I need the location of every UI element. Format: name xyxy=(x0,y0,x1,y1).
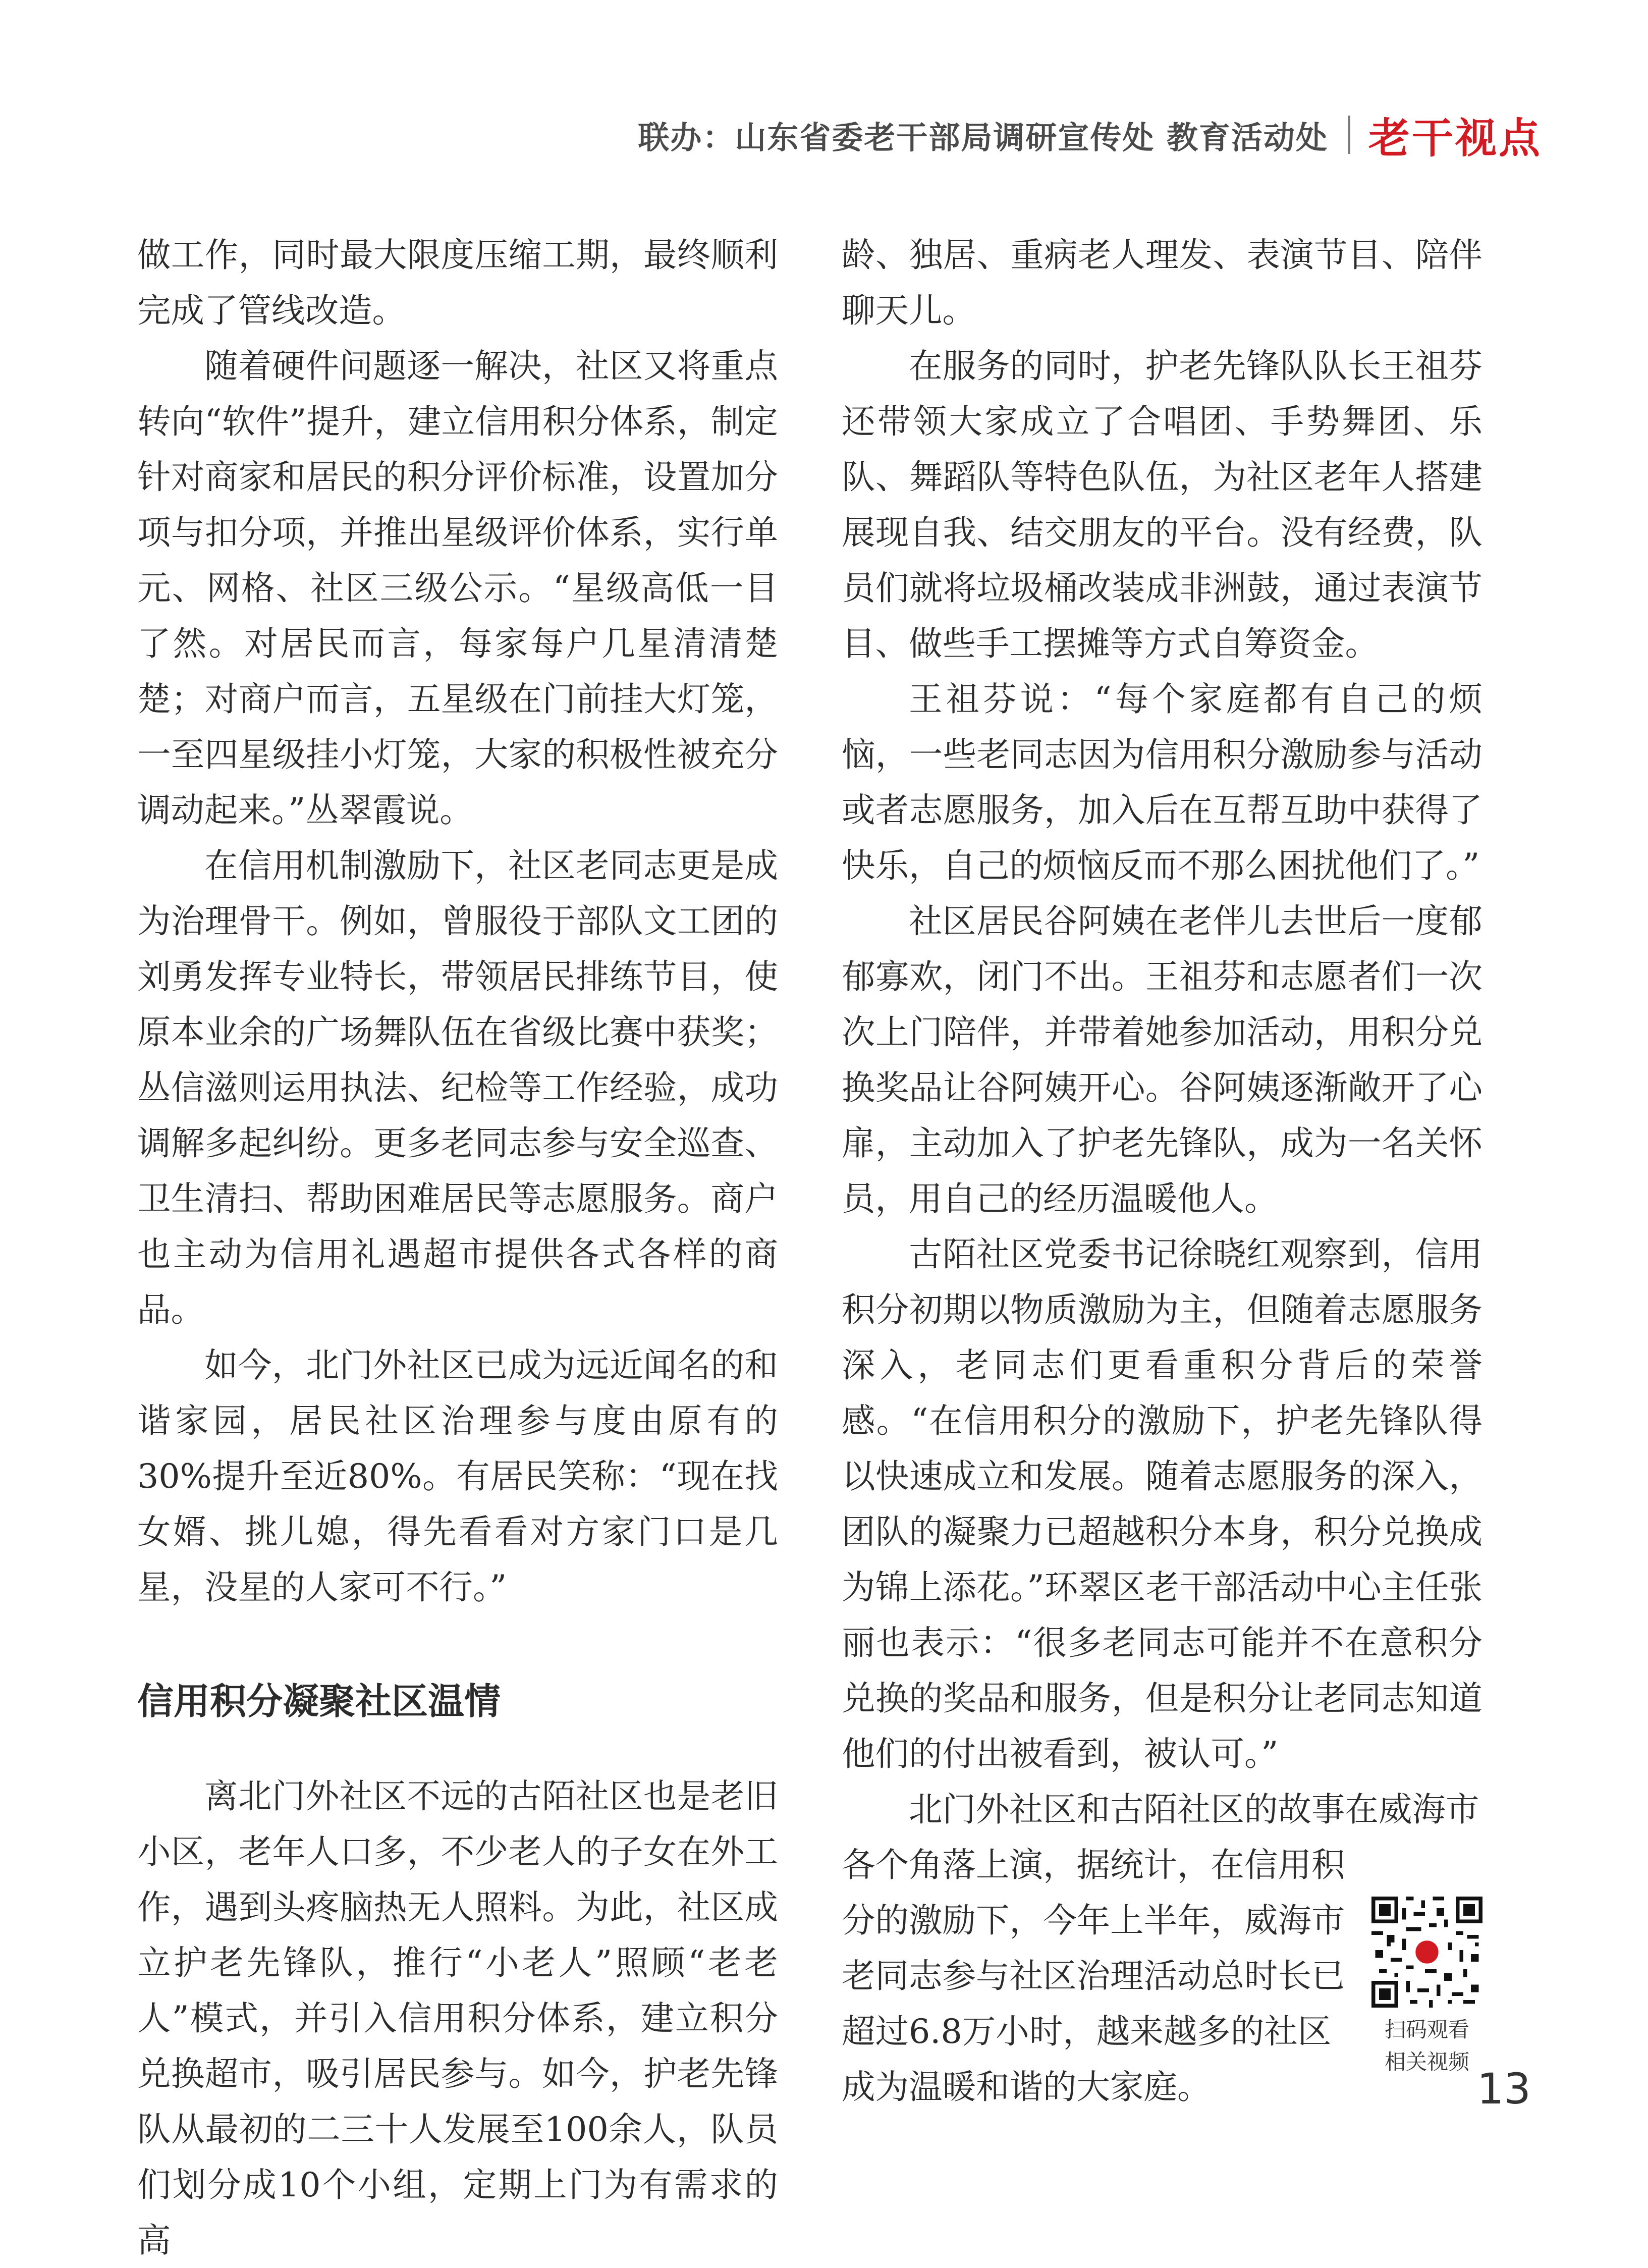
qr-code-icon[interactable] xyxy=(1371,1897,1482,2008)
closing-line: 成为温暖和谐的大家庭。 xyxy=(842,2067,1211,2107)
paragraph: 龄、独居、重病老人理发、表演节目、陪伴聊天儿。 xyxy=(842,235,1482,330)
right-column xyxy=(842,227,1482,2115)
paragraph: 社区居民谷阿姨在老伴儿去世后一度郁郁寡欢，闭门不出。王祖芬和志愿者们一次次上门陪伴，并带着她参加活动，用积分兑换奖品让谷阿姨开心。谷阿姨逐渐敞开了心扉，主动加入了护老先锋队，成为一名关怀员，用自己的经历温暖他人。 xyxy=(842,901,1482,1218)
closing-line: 超过6.8万小时，越来越多的社区 xyxy=(842,2012,1332,2051)
paragraph: 在服务的同时，护老先锋队队长王祖芬还带领大家成立了合唱团、手势舞团、乐队、舞蹈队等特色队伍，为社区老年人搭建展现自我、结交朋友的平台。没有经费，队员们就将垃圾桶改装成非洲鼓，通过表演节目、做些手工摆摊等方式自筹资金。 xyxy=(842,346,1482,663)
paragraph: 离北门外社区不远的古陌社区也是老旧小区，老年人口多，不少老人的子女在外工作，遇到头疼脑热无人照料。为此，社区成立护老先锋队，推行“小老人”照顾“老老人”模式，并引入信用积分体系，建立积分兑换超市，吸引居民参与。如今，护老先锋队从最初的二三十人发展至100余人，队员们划分成10个小组，定期上门为有需求的高 xyxy=(137,1776,778,2260)
qr-caption-line: 相关视频 xyxy=(1384,2049,1469,2074)
paragraph: 随着硬件问题逐一解决，社区又将重点转向“软件”提升，建立信用积分体系，制定针对商家和居民的积分评价标准，设置加分项与扣分项，并推出星级评价体系，实行单元、网格、社区三级公示。“星级高低一目了然。对居民而言，每家每户几星清清楚楚；对商户而言，五星级在门前挂大灯笼，一至四星级挂小灯笼，大家的积极性被充分调动起来。”丛翠霞说。 xyxy=(137,346,778,830)
header-divider xyxy=(1348,116,1350,154)
page-number: 13 xyxy=(1477,2064,1531,2114)
qr-caption-line: 扫码观看 xyxy=(1384,2017,1469,2042)
header-sponsor: 联办：山东省委老干部局调研宣传处 教育活动处 xyxy=(638,119,1328,156)
closing-line: 北门外社区和古陌社区的故事在威海市 xyxy=(909,1790,1479,1829)
closing-line: 分的激励下，今年上半年，威海市 xyxy=(842,1901,1345,1940)
closing-line: 各个角落上演，据统计，在信用积 xyxy=(842,1845,1345,1884)
paragraph: 做工作，同时最大限度压缩工期，最终顺利完成了管线改造。 xyxy=(137,235,778,330)
page-header xyxy=(638,107,1542,163)
paragraph: 在信用机制激励下，社区老同志更是成为治理骨干。例如，曾服役于部队文工团的刘勇发挥专业特长，带领居民排练节目，使原本业余的广场舞队伍在省级比赛中获奖；丛信滋则运用执法、纪检等工作经验，成功调解多起纠纷。更多老同志参与安全巡查、卫生清扫、帮助困难居民等志愿服务。商户也主动为信用礼遇超市提供各式各样的商品。 xyxy=(137,846,778,1329)
paragraph: 如今，北门外社区已成为远近闻名的和谐家园，居民社区治理参与度由原有的30%提升至近80%。有居民笑称：“现在找女婿、挑儿媳，得先看看对方家门口是几星，没星的人家可不行。” xyxy=(137,1345,778,1607)
qr-box[interactable] xyxy=(1371,1897,1482,2078)
closing-line: 老同志参与社区治理活动总时长已 xyxy=(842,1956,1345,1995)
qr-caption xyxy=(1371,2014,1482,2078)
left-column xyxy=(137,227,778,2268)
paragraph: 王祖芬说：“每个家庭都有自己的烦恼，一些老同志因为信用积分激励参与活动或者志愿服务，加入后在互帮互助中获得了快乐，自己的烦恼反而不那么困扰他们了。” xyxy=(842,679,1482,885)
paragraph: 古陌社区党委书记徐晓红观察到，信用积分初期以物质激励为主，但随着志愿服务深入，老同志们更看重积分背后的荣誉感。“在信用积分的激励下，护老先锋队得以快速成立和发展。随着志愿服务的深入，团队的凝聚力已超越积分本身，积分兑换成为锦上添花。”环翠区老干部活动中心主任张丽也表示：“很多老同志可能并不在意积分兑换的奖品和服务，但是积分让老同志知道他们的付出被看到，被认可。” xyxy=(842,1234,1482,1773)
section-heading: 信用积分凝聚社区温情 xyxy=(137,1680,501,1722)
header-brand: 老干视点 xyxy=(1368,114,1542,163)
